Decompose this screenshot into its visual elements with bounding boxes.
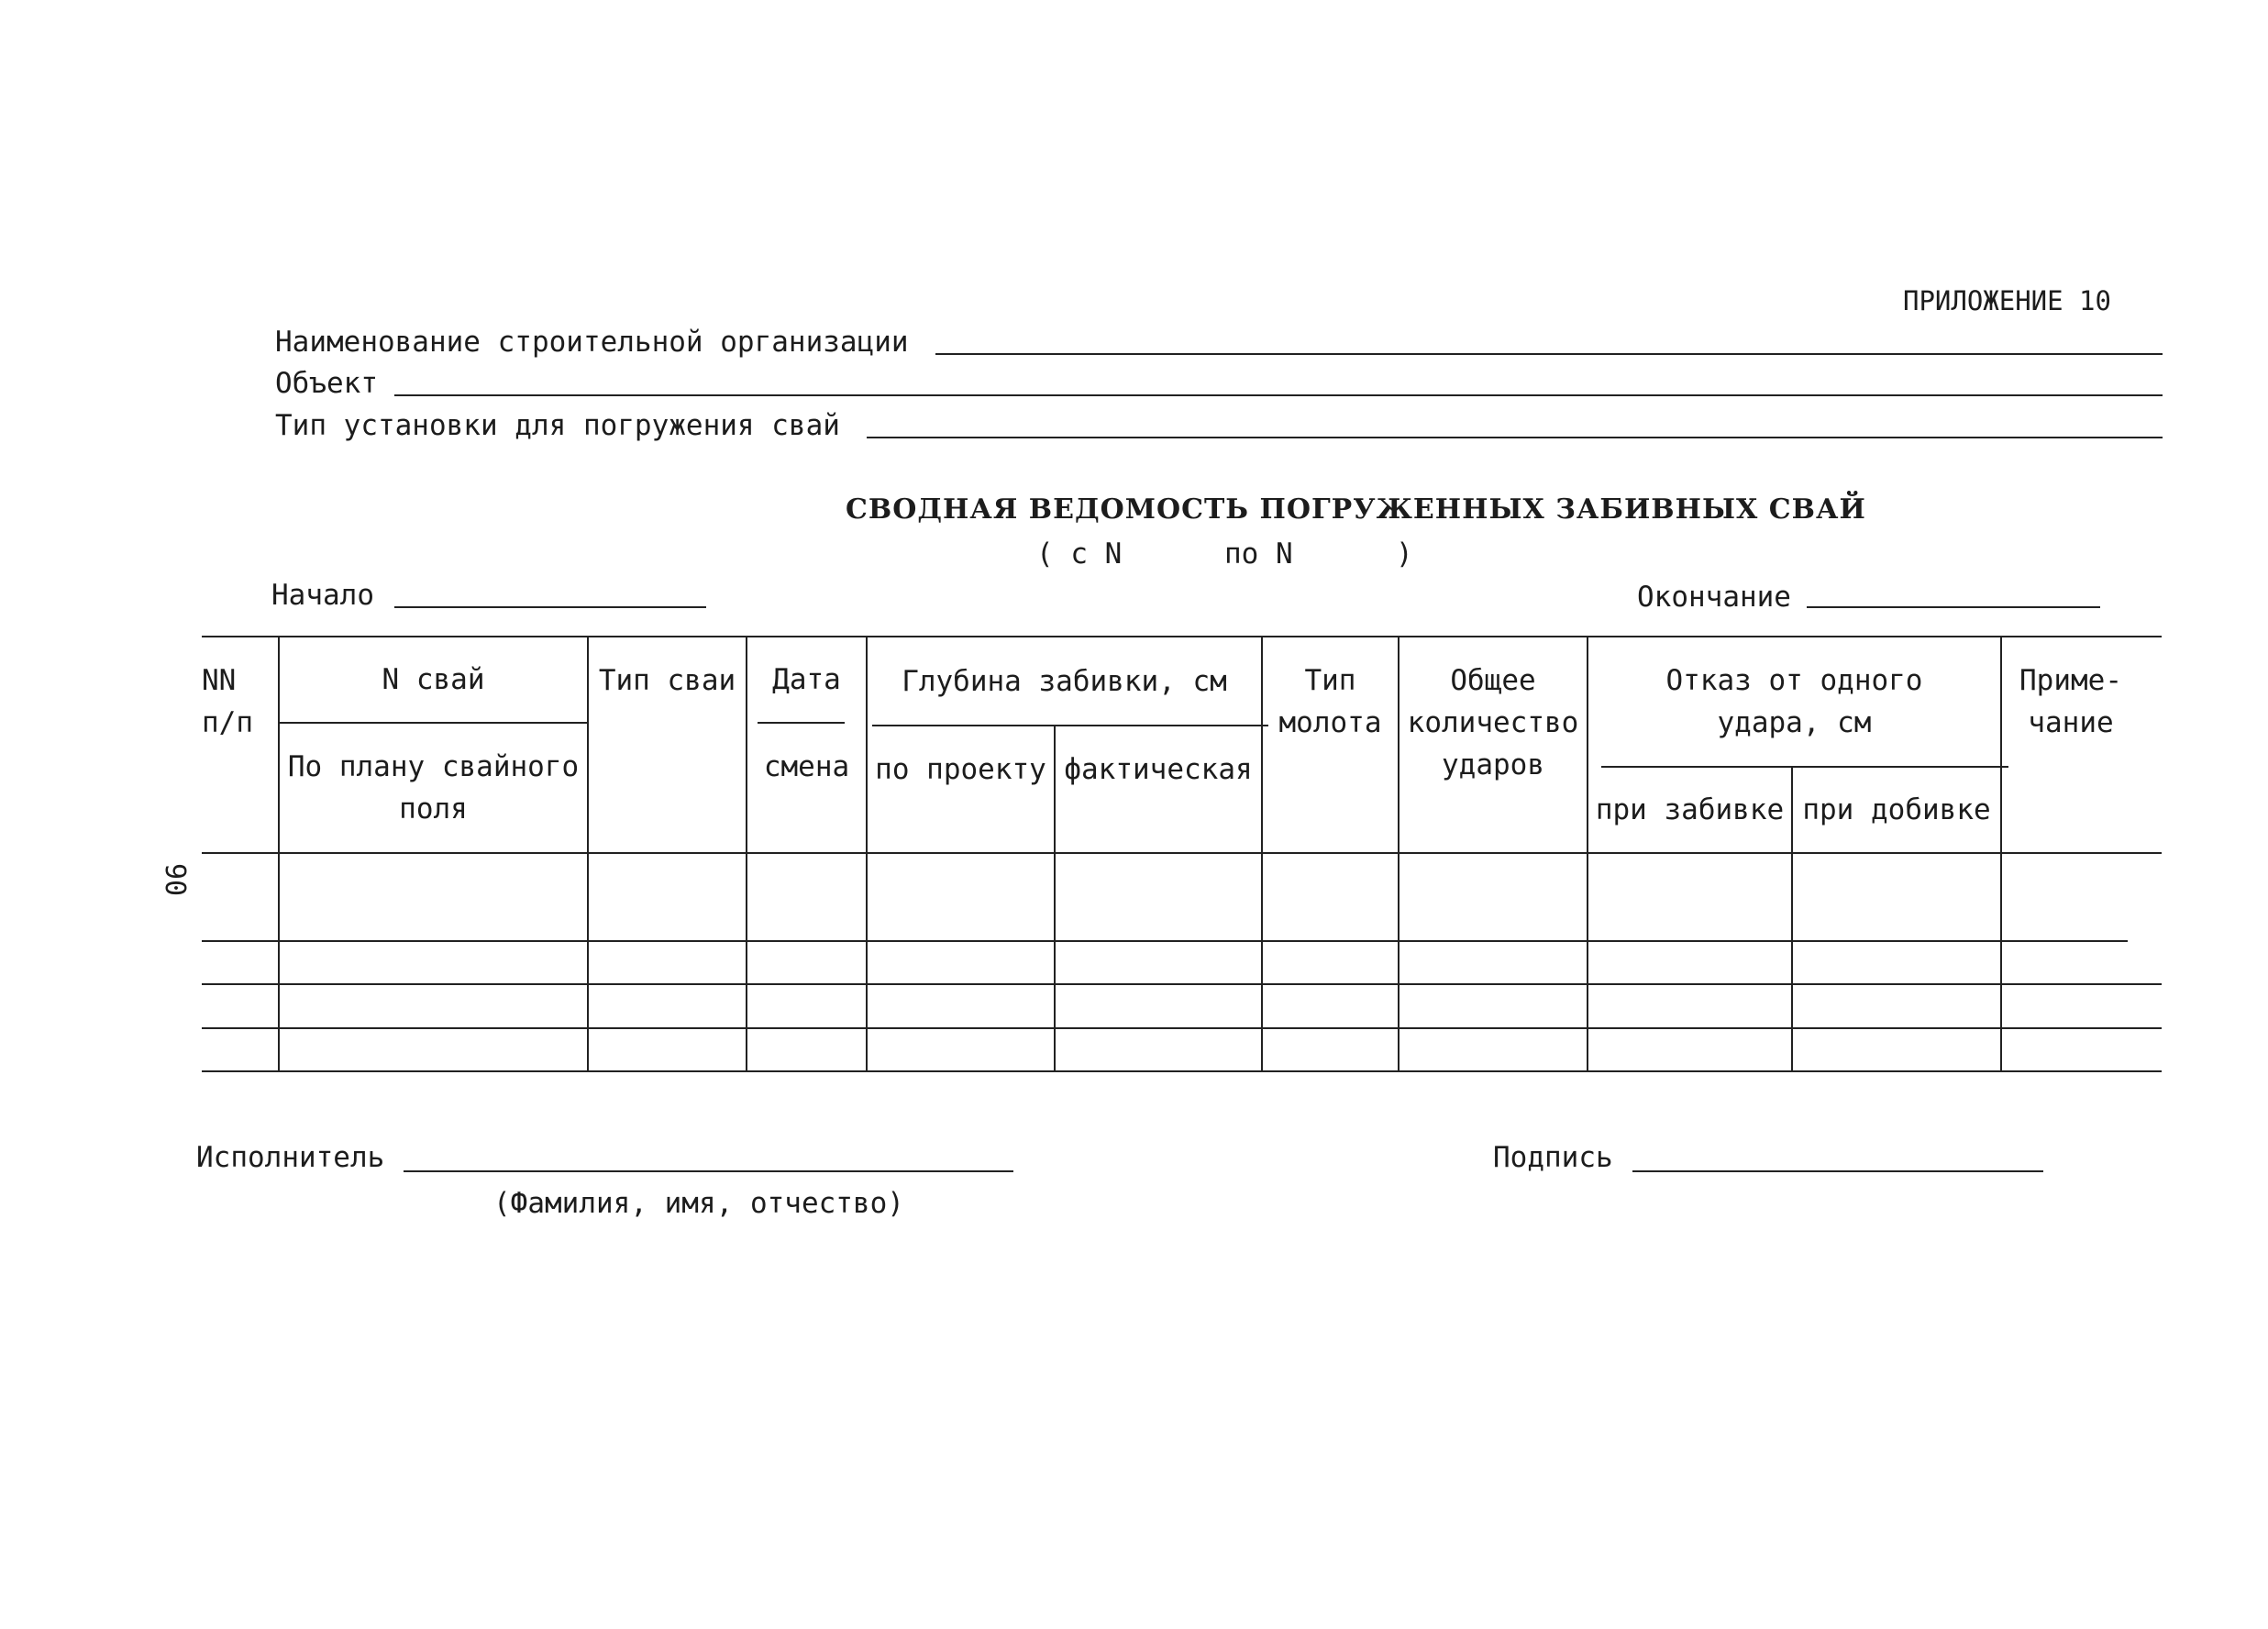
range-open: ( с N xyxy=(1036,537,1123,571)
performer-field[interactable] xyxy=(404,1170,1013,1172)
object-label: Объект xyxy=(275,367,378,400)
range-close: ) xyxy=(1396,537,1413,571)
col-nn-header: NN п/п xyxy=(202,664,253,739)
start-field[interactable] xyxy=(394,606,706,608)
col-pile-type-header: Тип сваи xyxy=(598,664,736,697)
pile-rig-type-field[interactable] xyxy=(867,437,2163,438)
row-line-1 xyxy=(202,940,2128,942)
org-name-label: Наименование строительной организации xyxy=(275,326,909,359)
row-line-3 xyxy=(202,1027,2162,1029)
row-line-2 xyxy=(202,983,2162,985)
signature-field[interactable] xyxy=(1632,1170,2043,1172)
page-title: СВОДНАЯ ВЕДОМОСТЬ ПОГРУЖЕННЫХ ЗАБИВНЫХ СВАЙ xyxy=(846,493,1866,526)
col-date-header: Дата xyxy=(772,663,841,696)
col-depth-design-header: по проекту xyxy=(875,753,1046,786)
page-number: 90 xyxy=(159,862,192,897)
end-field[interactable] xyxy=(1807,606,2100,608)
appendix-label: ПРИЛОЖЕНИЕ 10 xyxy=(1903,285,2111,316)
end-label: Окончание xyxy=(1637,581,1791,614)
performer-label: Исполнитель xyxy=(196,1141,385,1174)
range-mid: по N xyxy=(1224,537,1293,571)
start-label: Начало xyxy=(271,579,374,612)
col-pile-plan-header: По плану свайного поля xyxy=(287,750,580,826)
org-name-field[interactable] xyxy=(935,353,2163,355)
col-pile-number-header: N свай xyxy=(382,663,485,696)
col-total-blows-header: Общее количество ударов xyxy=(1407,664,1579,781)
pile-rig-type-label: Тип установки для погружения свай xyxy=(275,409,840,442)
table-bottom-border xyxy=(202,1070,2162,1072)
col-note-header: Приме- чание xyxy=(2019,664,2122,739)
col-depth-actual-header: фактическая xyxy=(1064,753,1253,786)
col-refusal-redrive-header: при добивке xyxy=(1802,793,1991,826)
col-shift-header: смена xyxy=(763,750,850,783)
col-hammer-type-header: Тип молота xyxy=(1278,664,1382,739)
signature-label: Подпись xyxy=(1493,1141,1613,1174)
col-refusal-drive-header: при забивке xyxy=(1595,793,1785,826)
col-refusal-header: Отказ от одного удара, см xyxy=(1665,664,1923,739)
col-depth-header: Глубина забивки, см xyxy=(902,664,1227,698)
performer-hint: (Фамилия, имя, отчество) xyxy=(493,1187,904,1220)
object-field[interactable] xyxy=(394,394,2163,396)
header-bottom-border xyxy=(202,852,2162,854)
